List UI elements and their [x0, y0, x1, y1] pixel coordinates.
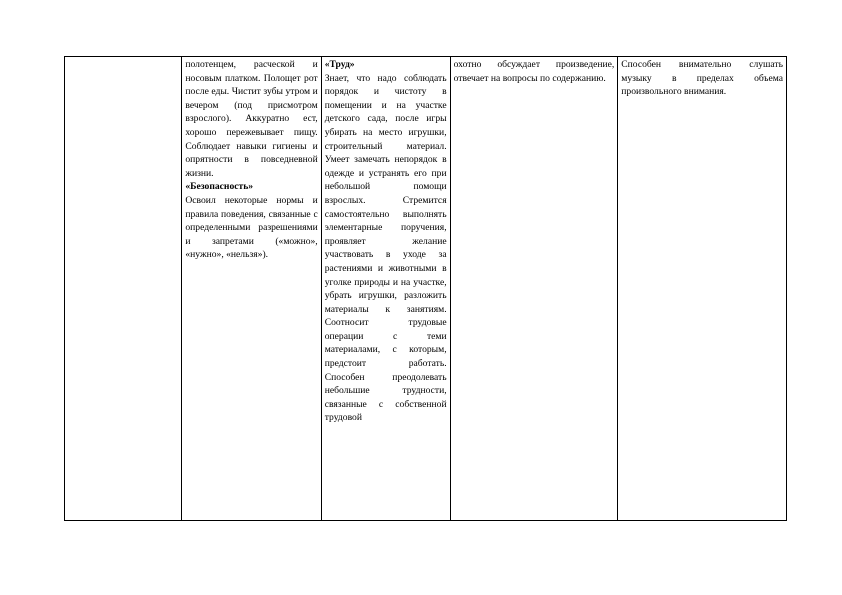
safety-text: Освоил некоторые нормы и правила поведения, связанные с определенными разрешениями и запретами («можно», «нужно», «нельзя»).	[185, 194, 318, 261]
hygiene-text: полотенцем, расческой и носовым платком. Полощет рот после еды. Чистит зубы утром и вечером (под присмотром взрослого). Аккуратно ест, хорошо пережевывает пищу. Соблюдает навыки гигиены и опрятности в повседневной жизни.	[185, 59, 318, 179]
labor-heading: «Труд»	[324, 59, 355, 70]
table-cell-hygiene-safety	[182, 57, 321, 521]
table-row	[65, 57, 787, 521]
table-cell-empty	[65, 57, 182, 521]
table-cell-reading	[450, 57, 618, 521]
table-cell-music	[618, 57, 787, 521]
reading-text: охотно обсуждает произведение, отвечает на вопросы по содержанию.	[453, 59, 615, 84]
labor-text: Знает, что надо соблюдать порядок и чистоту в помещении и на участке детского сада, после игры убирать на место игрушки, строительный материал. Умеет замечать непорядок в одежде и устранять его при небольшой помощи взрослых. Стремится самостоятельно выполнять элементарные поручения, проявляет желание участвовать в уходе за растениями и животными в уголке природы и на участке, убрать игрушки, разложить материалы к занятиям. Соотносит трудовые операции с теми материалами, с которым, предстоит работать. Способен преодолевать небольшие трудности, связанные с собственной трудовой	[324, 72, 447, 424]
table-cell-labor	[321, 57, 450, 521]
safety-heading: «Безопасность»	[185, 181, 254, 193]
outcomes-table	[64, 56, 787, 521]
music-text: Способен внимательно слушать музыку в пределах объема произвольного внимания.	[621, 59, 783, 98]
